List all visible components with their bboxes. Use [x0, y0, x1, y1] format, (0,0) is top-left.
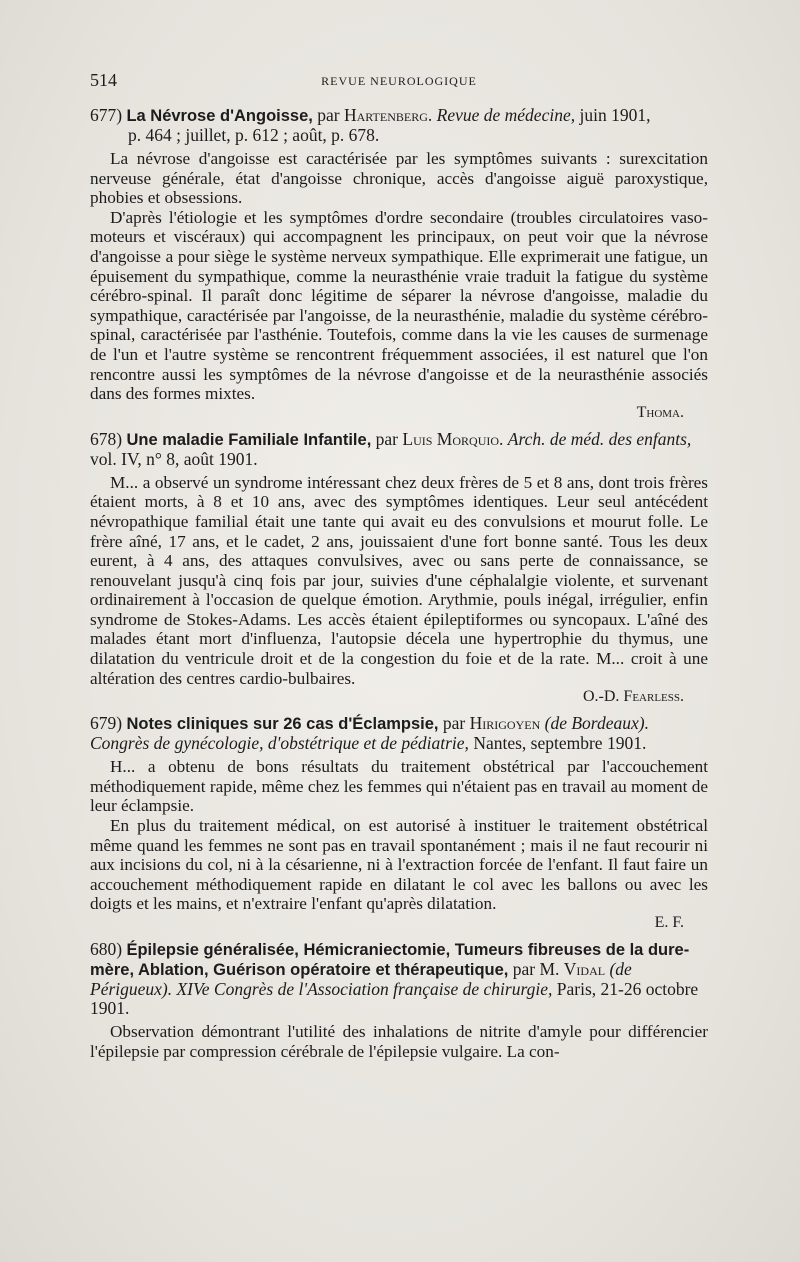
article-title: Une maladie Familiale Infantile,	[126, 430, 372, 449]
running-head	[90, 68, 708, 92]
article-heading	[90, 430, 708, 469]
author-prefix: par	[442, 713, 466, 734]
author-prefix: par	[317, 105, 340, 125]
journal-title: REVUE NEUROLOGIQUE	[321, 74, 477, 88]
article-author: Vidal	[563, 959, 606, 979]
article-679	[90, 714, 708, 932]
article-number: 680)	[90, 939, 123, 959]
article-details-2: vol. IV, n° 8, août 1901.	[90, 448, 258, 469]
article-source: (de Bordeaux). Congrès de gynécologie, d'obstétrique et de pédiatrie,	[90, 713, 649, 754]
article-title: Notes cliniques sur 26 cas d'Éclampsie,	[126, 715, 439, 734]
article-paragraph: Observation démontrant l'utilité des inhalations de nitrite d'amyle pour différencier l'épilepsie par compression cérébrale de l'épilepsie vulgaire. La con-	[90, 1022, 708, 1061]
article-details-1: juin 1901,	[579, 105, 651, 125]
article-author: Hartenberg.	[343, 105, 433, 125]
author-prefix: par M.	[512, 959, 560, 979]
article-paragraph: D'après l'étiologie et les symptômes d'ordre secondaire (troubles circulatoires vaso-moteurs et viscéraux) qui accompagnent les principaux, on peut voir que la névrose d'angoisse a pour siège le système nerveux sympathique. Elle exprimerait une fatigue, un épuisement du sympathique, comme la neurasthénie vraie traduit la fatigue du système cérébro-spinal. Il paraît donc légitime de séparer la névrose d'angoisse, maladie du sympathique, caractérisée par l'angoisse, de la neurasthénie, maladie du système cérébro-spinal, caractérisée par l'asthénie. Toutefois, comme dans la vie les causes de surmenage de l'un et l'autre système se rencontrent fréquemment associées, il est naturel que l'on rencontre aussi les symptômes de la névrose d'angoisse et de la neurasthénie associés dans des formes mixtes.	[90, 207, 708, 404]
article-author: Hirigoyen	[469, 713, 541, 734]
article-paragraph: La névrose d'angoisse est caractérisée par les symptômes suivants : surexcitation nerveuse générale, état d'angoisse chronique, accès d'angoisse aiguë paroxystique, phobies et obsessions.	[90, 149, 708, 208]
article-title: La Névrose d'Angoisse,	[126, 107, 313, 125]
article-source: Arch. de méd. des enfants,	[507, 428, 692, 449]
article-author: Luis Morquio.	[402, 428, 504, 449]
article-number: 677)	[90, 105, 123, 125]
article-number: 679)	[90, 713, 123, 734]
article-details-2: p. 464 ; juillet, p. 612 ; août, p. 678.	[128, 125, 380, 145]
article-680	[90, 940, 708, 1061]
article-677	[90, 106, 708, 422]
article-source: (de Périgueux). XIVe Congrès de l'Association française de chirurgie,	[90, 959, 632, 999]
article-paragraph: H... a obtenu de bons résultats du traitement obstétrical par l'accouchement méthodiquement rapide, même chez les femmes qui n'étaient pas en travail au moment de leur éclampsie.	[90, 757, 708, 816]
article-source: Revue de médecine,	[436, 105, 576, 125]
article-number: 678)	[90, 428, 123, 449]
article-heading	[90, 940, 708, 1018]
article-signature: O.-D. Fearless.	[582, 688, 684, 706]
author-prefix: par	[375, 428, 399, 449]
article-signature: Thoma.	[636, 403, 684, 421]
article-paragraph: En plus du traitement médical, on est autorisé à instituer le traitement obstétrical même quand les femmes ne sont pas en travail spontanément ; mais il ne faut recourir ni aux incisions du col, ni à la césarienne, ni à l'extraction forcée de l'enfant. Il faut faire un accouchement méthodiquement rapide en dilatant le col avec les ballons ou avec les doigts et les mains, et n'extraire l'enfant qu'après dilatation.	[90, 816, 708, 914]
article-678	[90, 430, 708, 707]
page-number: 514	[90, 70, 117, 90]
article-heading	[90, 714, 708, 753]
article-details-2: Paris, 21-26 octobre 1901.	[90, 979, 699, 1018]
article-paragraph: M... a observé un syndrome intéressant chez deux frères de 5 et 8 ans, dont trois frères étaient morts, à 8 et 10 ans, avec des symptômes identiques. Leur seul antécédent névropathique familial était une tante qui avait eu des convulsions et mourut folle. Le frère aîné, 17 ans, et le cadet, 2 ans, jouissaient d'une fort bonne santé. Tous les deux eurent, à 4 ans, des attaques convulsives, avec ou sans perte de connaissance, se renouvelant jusqu'à cinq fois par jour, suivies d'une céphalalgie violente, et survenant ordinairement à l'occasion de quelque émotion. Arythmie, pouls inégal, irrégulier, enfin syndrome de Stokes-Adams. Les accès étaient épileptiformes ou syncopaux. L'aîné des malades étant mort d'influenza, l'autopsie décela une hypertrophie du thymus, une dilatation du ventricule droit et de la congestion du foie et de la rate. M... croit à une altération des centres cardio-bulbaires.	[90, 472, 708, 688]
article-heading	[90, 106, 708, 145]
article-details-2: Nantes, septembre 1901.	[473, 733, 647, 754]
article-signature: E. F.	[654, 914, 684, 931]
article-title: Épilepsie généralisée, Hémicraniectomie, Tumeurs fibreuses de la dure-mère, Ablation, Guérison opératoire et thérapeutique,	[90, 941, 690, 979]
